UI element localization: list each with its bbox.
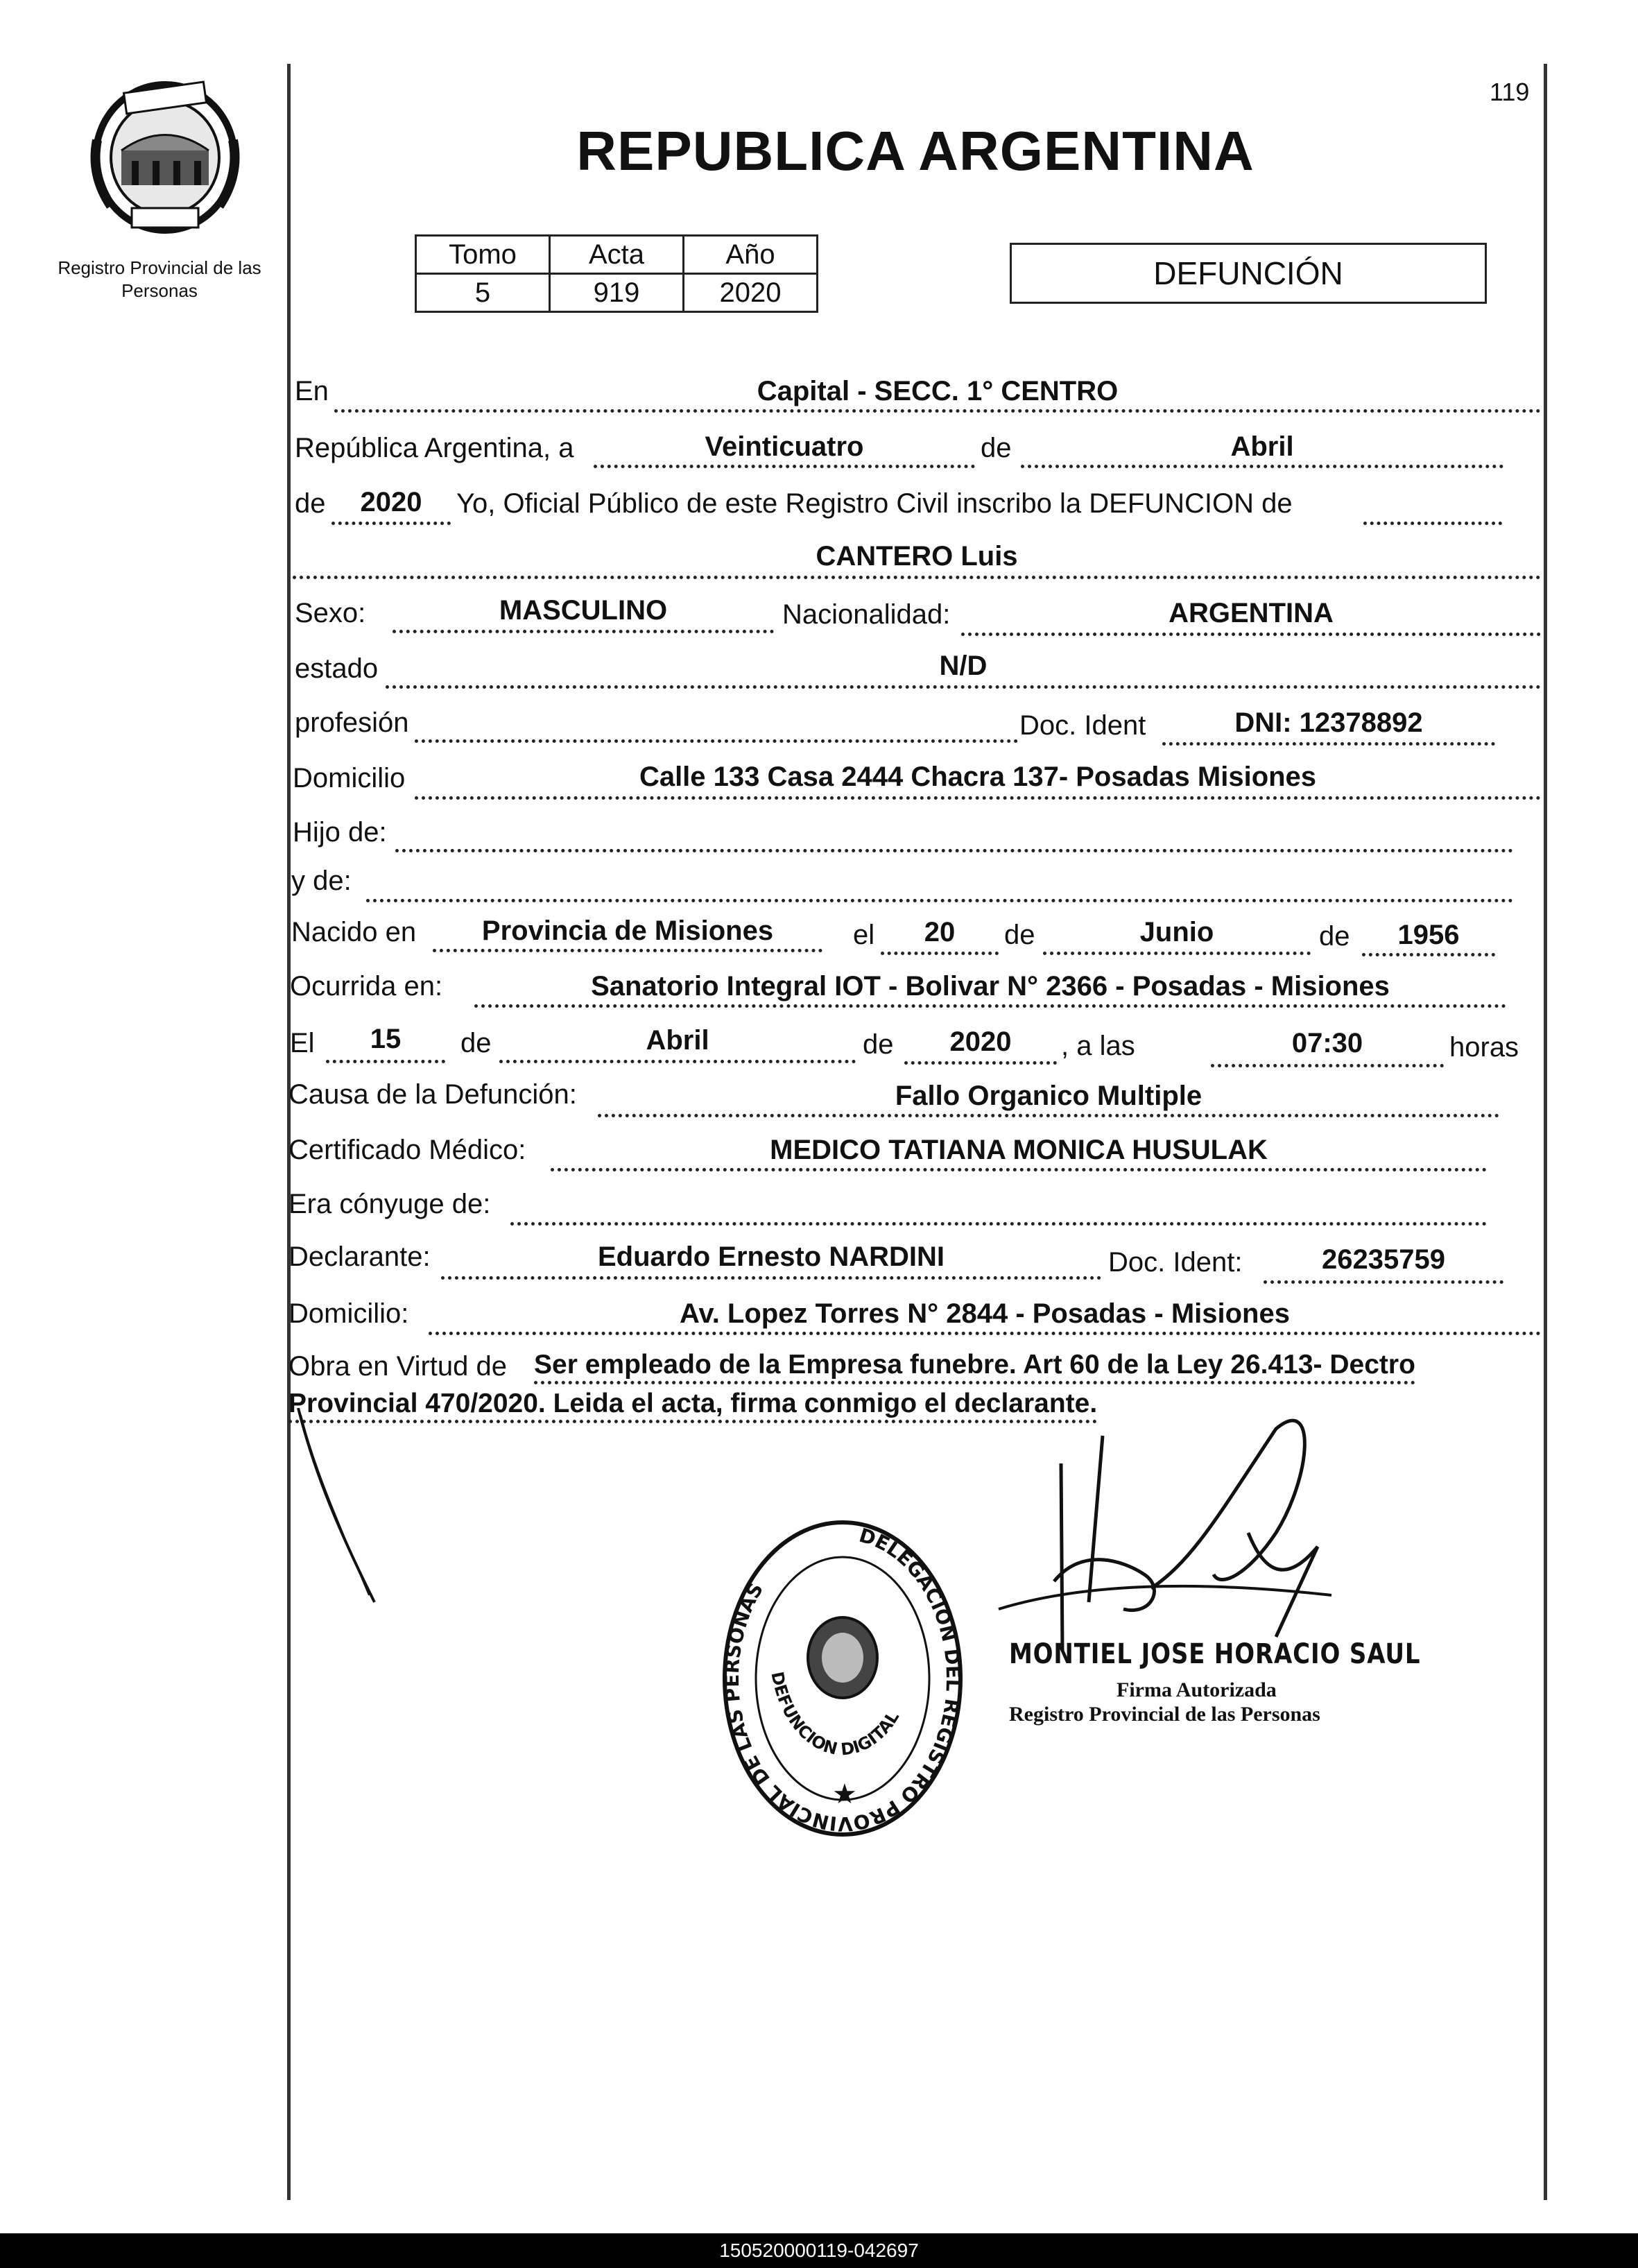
svg-text:DELEGACION DEL REGISTRO PROVIN: DELEGACION DEL REGISTRO PROVINCIAL DE LAS PERSONAS: [720, 1523, 965, 1836]
handwritten-signature: [985, 1408, 1373, 1658]
line-causa: [598, 1114, 1499, 1117]
field-nombre: CANTERO Luis: [816, 541, 1018, 572]
field-lugar: Capital - SECC. 1° CENTRO: [757, 376, 1119, 406]
line-mes: [1021, 465, 1503, 468]
registry-value-row: [416, 274, 818, 312]
registry-header-acta: Acta: [550, 236, 684, 274]
line-dia: [594, 465, 975, 468]
label-domicilio: Domicilio: [293, 763, 406, 793]
label-causa: Causa de la Defunción:: [288, 1079, 577, 1110]
field-def-dia: 15: [370, 1024, 402, 1054]
line-conyuge: [510, 1222, 1487, 1226]
registry-header-tomo: Tomo: [416, 236, 550, 274]
label-doc-ident-2: Doc. Ident:: [1108, 1247, 1243, 1278]
pen-stroke-mark: [291, 1408, 388, 1609]
line-nombre: [293, 576, 1541, 579]
logo-caption: Registro Provincial de las Personas: [58, 257, 261, 301]
field-ocurrida: Sanatorio Integral IOT - Bolivar N° 2366 - Posadas - Misiones: [591, 971, 1390, 1002]
line-hijo-de: [395, 849, 1513, 852]
label-sexo: Sexo:: [295, 598, 366, 628]
label-de-2: de: [295, 488, 326, 519]
label-yo: Yo, Oficial Público de este Registro Civil inscribo la DEFUNCION de: [456, 488, 1293, 519]
field-obra-linea2: Provincial 470/2020. Leida el acta, firma conmigo el declarante.: [288, 1390, 1097, 1423]
label-en: En: [295, 376, 329, 406]
registry-table: [415, 234, 818, 313]
signatory-role: Firma Autorizada: [1117, 1678, 1277, 1701]
label-estado: estado: [295, 653, 379, 684]
line-profesion: [415, 739, 1018, 743]
label-de-1: de: [981, 433, 1012, 463]
line-en: [334, 409, 1541, 413]
field-sexo: MASCULINO: [499, 595, 668, 626]
label-de-3: de: [1004, 920, 1035, 950]
label-y-de: y de:: [291, 866, 352, 896]
svg-text:★: ★: [832, 1778, 857, 1810]
left-margin-rule: [287, 64, 291, 2200]
registry-header-anio: Año: [684, 236, 818, 274]
label-de-5: de: [460, 1028, 492, 1058]
line-sexo: [393, 630, 774, 633]
line-def-hora: [1211, 1064, 1444, 1067]
field-mes: Abril: [1230, 431, 1294, 462]
field-causa: Fallo Organico Multiple: [895, 1081, 1202, 1111]
right-margin-rule: [1544, 64, 1547, 2200]
field-domicilio: Calle 133 Casa 2444 Chacra 137- Posadas Misiones: [639, 762, 1317, 792]
line-anio: [331, 522, 451, 525]
line-nacido-dia: [881, 952, 999, 955]
label-republica: República Argentina, a: [295, 433, 574, 463]
field-nacido-dia: 20: [924, 917, 956, 947]
line-declarante-domicilio: [429, 1332, 1541, 1335]
record-type-box: DEFUNCIÓN: [1010, 243, 1487, 304]
page-number: 119: [1490, 78, 1530, 106]
label-certificado: Certificado Médico:: [288, 1135, 526, 1165]
field-certificado: MEDICO TATIANA MONICA HUSULAK: [770, 1135, 1268, 1165]
line-nacido-mes: [1043, 952, 1311, 955]
label-de-4: de: [1319, 921, 1350, 952]
label-de-6: de: [863, 1029, 894, 1060]
label-el: el: [853, 920, 875, 950]
page-title: REPUBLICA ARGENTINA: [576, 120, 1255, 182]
line-def-mes: [499, 1060, 856, 1063]
line-yo-end: [1363, 522, 1502, 525]
field-dia-texto: Veinticuatro: [705, 431, 864, 462]
field-nacionalidad: ARGENTINA: [1169, 598, 1334, 628]
line-def-anio: [904, 1061, 1057, 1065]
line-nacido-anio: [1362, 953, 1495, 956]
field-nacido-mes: Junio: [1139, 917, 1214, 947]
registry-value-tomo: 5: [416, 274, 550, 312]
label-hijo-de: Hijo de:: [293, 817, 387, 848]
label-nacido-en: Nacido en: [291, 917, 417, 947]
line-domicilio: [415, 796, 1541, 800]
field-declarante-doc: 26235759: [1322, 1244, 1445, 1275]
footer-code: 150520000119-042697: [0, 2233, 1638, 2268]
label-nacionalidad: Nacionalidad:: [782, 599, 951, 630]
line-nacionalidad: [961, 633, 1541, 636]
provincia-misiones-seal-icon: [83, 78, 247, 237]
svg-text:DEFUNCION DIGITAL: DEFUNCION DIGITAL: [767, 1669, 904, 1760]
registry-header-row: [416, 236, 818, 274]
label-domicilio-2: Domicilio:: [288, 1298, 409, 1329]
registry-value-anio: 2020: [684, 274, 818, 312]
line-estado: [386, 685, 1541, 689]
field-declarante-domicilio: Av. Lopez Torres N° 2844 - Posadas - Misiones: [680, 1298, 1290, 1329]
field-anio: 2020: [360, 487, 422, 517]
field-nacido-lugar: Provincia de Misiones: [481, 916, 774, 946]
label-declarante: Declarante:: [288, 1242, 431, 1272]
label-doc-ident: Doc. Ident: [1019, 710, 1146, 741]
field-doc: DNI: 12378892: [1234, 707, 1423, 738]
label-conyuge: Era cónyuge de:: [288, 1189, 491, 1219]
label-horas: horas: [1449, 1032, 1519, 1063]
label-obra: Obra en Virtud de: [288, 1351, 508, 1382]
field-def-anio: 2020: [949, 1026, 1012, 1057]
label-a-las: , a las: [1061, 1031, 1135, 1061]
field-def-mes: Abril: [646, 1025, 709, 1056]
field-def-hora: 07:30: [1291, 1028, 1363, 1058]
field-nacido-anio: 1956: [1397, 920, 1460, 950]
signatory-name: MONTIEL JOSE HORACIO SAUL: [1009, 1638, 1421, 1670]
field-estado: N/D: [939, 651, 988, 681]
official-stamp-icon: [714, 1512, 971, 1845]
line-def-dia: [326, 1060, 445, 1063]
registry-value-acta: 919: [550, 274, 684, 312]
label-ocurrida-en: Ocurrida en:: [290, 971, 443, 1002]
line-nacido-lugar: [433, 949, 822, 952]
field-obra-linea1: Ser empleado de la Empresa funebre. Art 60 de la Ley 26.413- Dectro: [534, 1351, 1415, 1384]
line-ocurrida: [474, 1004, 1506, 1008]
label-profesion: profesión: [295, 707, 409, 738]
label-el-cap: El: [290, 1028, 315, 1058]
signatory-org: Registro Provincial de las Personas: [1009, 1703, 1320, 1726]
line-certificado: [551, 1168, 1487, 1171]
line-declarante: [441, 1276, 1101, 1280]
line-doc: [1162, 742, 1495, 746]
line-y-de: [366, 899, 1513, 902]
line-declarante-doc: [1264, 1280, 1503, 1284]
field-declarante: Eduardo Ernesto NARDINI: [597, 1242, 945, 1272]
